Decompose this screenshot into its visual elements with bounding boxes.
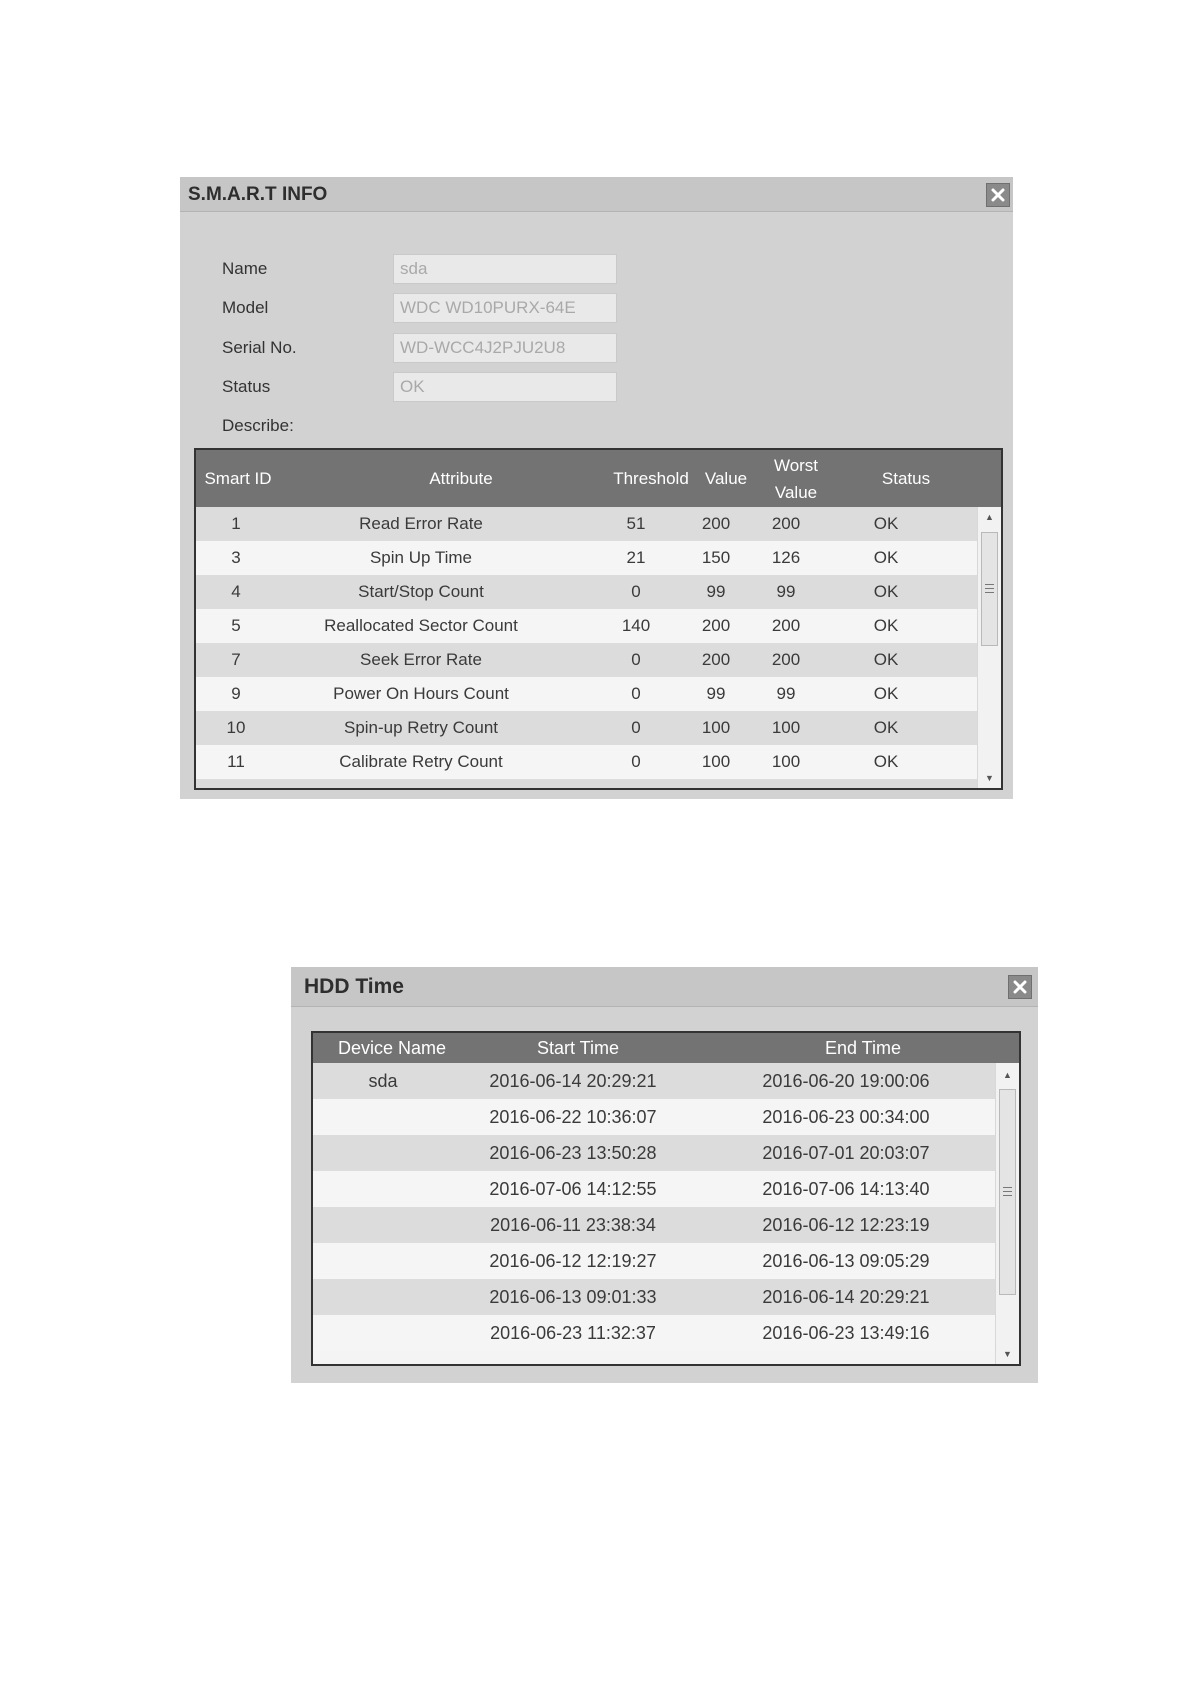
hdd-table-header [313, 1033, 1019, 1063]
close-icon[interactable] [1008, 975, 1032, 999]
cell-attribute: Seek Error Rate [360, 650, 482, 669]
cell-value: 200 [701, 514, 731, 533]
cell-smart-id: 3 [231, 548, 241, 567]
cell-status: OK [873, 752, 899, 771]
status-label: Status [222, 377, 271, 396]
table-row[interactable] [196, 745, 977, 779]
table-row[interactable] [196, 677, 977, 711]
table-row[interactable] [196, 507, 977, 541]
cell-end-time: 2016-06-20 19:00:06 [762, 1071, 930, 1091]
cell-start-time: 2016-06-11 23:38:34 [490, 1215, 656, 1235]
cell-attribute: Spin Up Time [369, 548, 473, 567]
table-row[interactable] [313, 1063, 996, 1099]
cell-attribute: Read Error Rate [359, 514, 483, 533]
hdd-table-scrollbar[interactable] [995, 1063, 1019, 1364]
col-attribute[interactable]: Attribute [429, 469, 493, 488]
table-row[interactable] [313, 1171, 996, 1207]
table-row[interactable] [313, 1099, 996, 1135]
hdd-dialog-title: HDD Time [304, 975, 404, 998]
col-device-name[interactable]: Device Name [337, 1038, 447, 1058]
cell-status: OK [873, 684, 899, 703]
cell-threshold: 0 [631, 582, 641, 601]
cell-value: 200 [701, 650, 731, 669]
cell-status: OK [873, 616, 899, 635]
scroll-up-arrow-icon[interactable]: ▲ [985, 512, 994, 522]
cell-end-time: 2016-06-13 09:05:29 [762, 1251, 930, 1271]
describe-label: Describe: [222, 416, 294, 435]
table-row[interactable] [313, 1207, 996, 1243]
table-row[interactable] [196, 711, 977, 745]
hdd-time-table [311, 1031, 1021, 1366]
serial-field[interactable] [393, 333, 617, 363]
col-worst-value[interactable] [756, 452, 836, 506]
scroll-down-arrow-icon[interactable]: ▼ [985, 773, 994, 783]
status-row [180, 372, 1013, 402]
cell-worst-value: 99 [776, 582, 796, 601]
cell-worst-value: 200 [771, 616, 801, 635]
smart-table-scrollbar[interactable] [977, 507, 1001, 788]
cell-worst-value: 126 [771, 548, 801, 567]
scroll-down-arrow-icon[interactable]: ▼ [1003, 1349, 1012, 1359]
cell-threshold: 0 [631, 752, 641, 771]
cell-start-time: 2016-06-23 13:50:28 [489, 1143, 657, 1163]
hdd-time-dialog [291, 967, 1038, 1383]
close-icon[interactable] [986, 183, 1010, 207]
cell-start-time: 2016-06-22 10:36:07 [489, 1107, 657, 1127]
cell-threshold: 140 [621, 616, 651, 635]
describe-row [180, 411, 1013, 441]
smart-dialog-title: S.M.A.R.T INFO [188, 184, 328, 205]
cell-value: 100 [701, 752, 731, 771]
cell-value: 100 [701, 718, 731, 737]
cell-attribute: Calibrate Retry Count [339, 752, 503, 771]
cell-smart-id: 1 [231, 514, 241, 533]
status-field[interactable] [393, 372, 617, 402]
table-row[interactable] [196, 609, 977, 643]
cell-value: 150 [701, 548, 731, 567]
table-row[interactable] [196, 643, 977, 677]
hdd-table-body [313, 1063, 996, 1351]
serial-row [180, 333, 1013, 363]
cell-start-time: 2016-06-23 11:32:37 [490, 1323, 656, 1343]
table-row-partial[interactable] [196, 779, 977, 790]
cell-threshold: 0 [631, 684, 641, 703]
model-row [180, 293, 1013, 323]
name-field[interactable] [393, 254, 617, 284]
cell-value: 99 [706, 684, 726, 703]
col-end-time[interactable]: End Time [824, 1038, 902, 1058]
cell-attribute: Power On Hours Count [333, 684, 509, 703]
model-label: Model [222, 298, 269, 317]
grip-icon [1003, 1187, 1012, 1199]
col-worst-line2: Value [774, 483, 818, 502]
cell-smart-id: 9 [231, 684, 241, 703]
smart-table-header [196, 450, 1001, 507]
cell-end-time: 2016-06-14 20:29:21 [762, 1287, 930, 1307]
smart-table-body [196, 507, 977, 790]
table-row[interactable] [313, 1279, 996, 1315]
cell-end-time: 2016-06-23 13:49:16 [762, 1323, 930, 1343]
col-status[interactable]: Status [881, 469, 931, 488]
cell-attribute: Reallocated Sector Count [324, 616, 518, 635]
table-row[interactable] [313, 1243, 996, 1279]
cell-end-time: 2016-07-01 20:03:07 [762, 1143, 930, 1163]
hdd-dialog-titlebar [291, 967, 1038, 1007]
scroll-thumb[interactable] [999, 1089, 1016, 1295]
table-row[interactable] [196, 541, 977, 575]
model-field[interactable] [393, 293, 617, 323]
smart-dialog-titlebar [180, 177, 1013, 212]
cell-status: OK [873, 514, 899, 533]
cell-threshold: 51 [626, 514, 646, 533]
cell-start-time: 2016-06-12 12:19:27 [489, 1251, 657, 1271]
scroll-up-arrow-icon[interactable]: ▲ [1003, 1070, 1012, 1080]
cell-value: 99 [706, 582, 726, 601]
cell-smart-id: 11 [227, 752, 245, 771]
cell-attribute: Spin-up Retry Count [343, 718, 499, 737]
cell-end-time: 2016-06-23 00:34:00 [762, 1107, 930, 1127]
cell-status: OK [873, 582, 899, 601]
grip-icon [985, 584, 994, 596]
cell-smart-id: 7 [231, 650, 241, 669]
scroll-thumb[interactable] [981, 532, 998, 646]
cell-worst-value: 200 [771, 514, 801, 533]
cell-threshold: 21 [626, 548, 646, 567]
cell-status: OK [873, 650, 899, 669]
cell-device-name: sda [368, 1071, 398, 1091]
cell-threshold: 0 [631, 718, 641, 737]
cell-end-time: 2016-07-06 14:13:40 [762, 1179, 930, 1199]
cell-start-time: 2016-06-13 09:01:33 [489, 1287, 657, 1307]
col-smart-id[interactable]: Smart ID [204, 469, 272, 488]
cell-worst-value: 100 [771, 718, 801, 737]
cell-smart-id: 10 [226, 718, 246, 737]
col-start-time[interactable]: Start Time [536, 1038, 620, 1058]
col-threshold[interactable]: Threshold [613, 469, 689, 488]
col-value[interactable]: Value [704, 469, 748, 488]
cell-start-time: 2016-07-06 14:12:55 [489, 1179, 657, 1199]
cell-threshold: 0 [631, 650, 641, 669]
cell-end-time: 2016-06-12 12:23:19 [762, 1215, 930, 1235]
table-row[interactable] [196, 575, 977, 609]
cell-smart-id: 5 [231, 616, 241, 635]
cell-smart-id: 4 [231, 582, 241, 601]
cell-status: OK [873, 548, 899, 567]
cell-start-time: 2016-06-14 20:29:21 [489, 1071, 657, 1091]
cell-worst-value: 200 [771, 650, 801, 669]
smart-info-dialog [180, 177, 1013, 799]
table-row[interactable] [313, 1315, 996, 1351]
cell-worst-value: 100 [771, 752, 801, 771]
serial-label: Serial No. [222, 338, 297, 357]
cell-worst-value: 99 [776, 684, 796, 703]
name-row [180, 254, 1013, 284]
cell-attribute: Start/Stop Count [358, 582, 484, 601]
name-label: Name [222, 259, 268, 278]
cell-status: OK [873, 718, 899, 737]
cell-value: 200 [701, 616, 731, 635]
table-row[interactable] [313, 1135, 996, 1171]
smart-table [194, 448, 1003, 790]
col-worst-line1: Worst [773, 456, 819, 475]
